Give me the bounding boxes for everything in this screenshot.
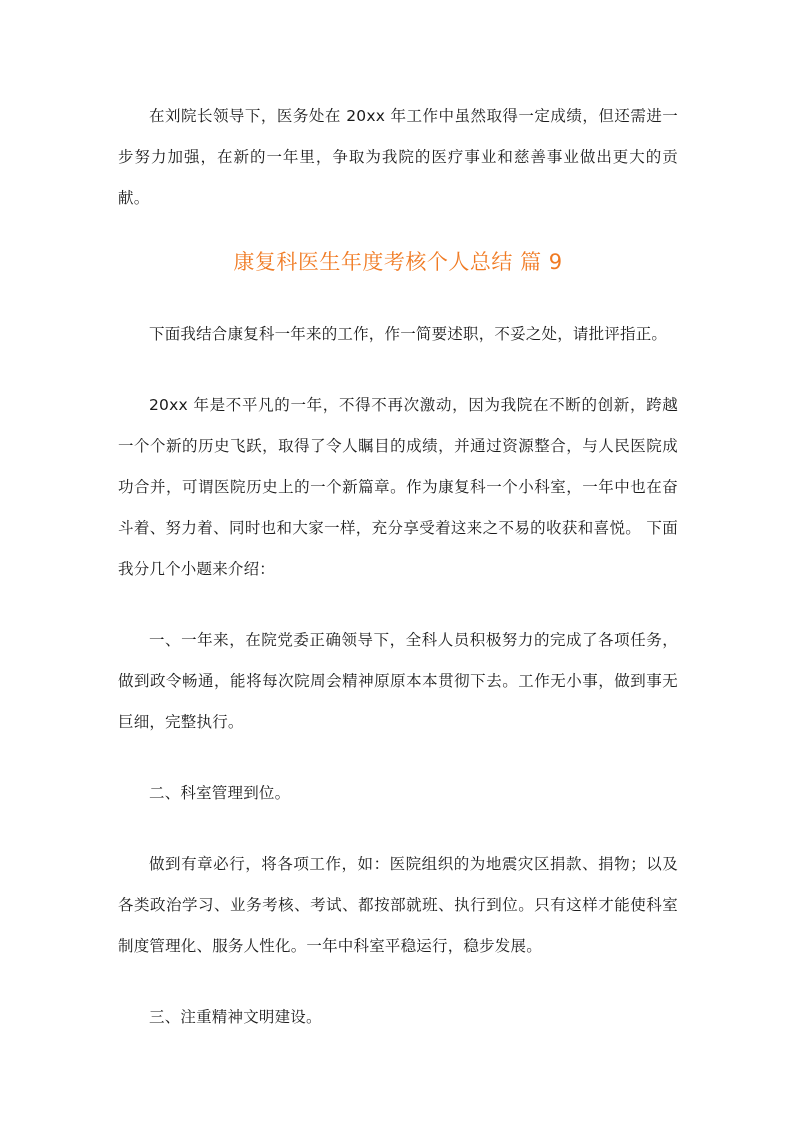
paragraph-3: 一、一年来，在院党委正确领导下，全科人员积极努力的完成了各项任务，做到政令畅通，能将每次院周会精神原原本本贯彻下去。工作无小事，做到事无巨细，完整执行。 — [118, 631, 678, 731]
paragraph-2: 20xx 年是不平凡的一年，不得不再次激动，因为我院在不断的创新，跨越一个个新的历史飞跃，取得了令人瞩目的成绩，并通过资源整合，与人民医院成功合并，可谓医院历史上的一个新篇章。作为康复科一个小科室，一年中也在奋斗着、努力着、同时也和大家一样，充分享受着这来之不易的收获和喜悦。 下面我分几个小题来介绍： — [118, 396, 678, 578]
document-page — [118, 96, 678, 1038]
paragraph-1: 下面我结合康复科一年来的工作，作一简要述职，不妥之处，请批评指正。 — [149, 325, 668, 343]
paragraph-5: 做到有章必行，将各项工作，如：医院组织的为地震灾区捐款、捐物；以及各类政治学习、业务考核、考试、都按部就班、执行到位。只有这样才能使科室制度管理化、服务人性化。一年中科室平稳运行，稳步发展。 — [118, 855, 678, 955]
paragraph-4: 二、科室管理到位。 — [149, 784, 291, 802]
intro-paragraph: 在刘院长领导下，医务处在 20xx 年工作中虽然取得一定成绩，但还需进一步努力加强，在新的一年里，争取为我院的医疗事业和慈善事业做出更大的贡献。 — [118, 107, 678, 207]
section-title: 康复科医生年度考核个人总结 篇 9 — [233, 250, 563, 274]
paragraph-6: 三、注重精神文明建设。 — [149, 1008, 322, 1026]
